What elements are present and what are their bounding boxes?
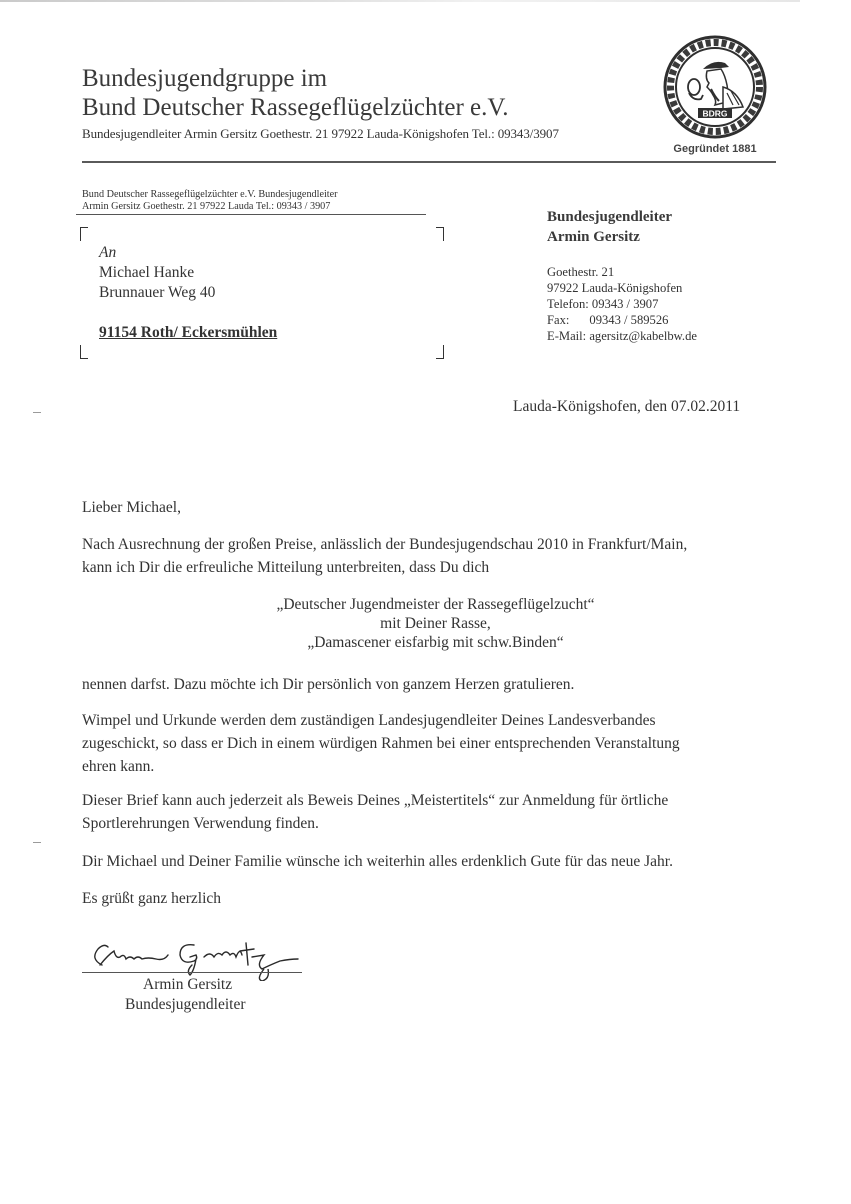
paragraph-3-line-3: ehren kann. <box>82 758 155 775</box>
sender-return-line-1: Bund Deutscher Rassegeflügelzüchter e.V. Bundesjugendleiter <box>82 189 338 200</box>
bdrg-seal-logo <box>663 35 767 139</box>
handwritten-signature <box>84 935 304 981</box>
recipient-name: Michael Hanke <box>99 264 195 281</box>
contact-fax-label: Fax: <box>547 313 570 327</box>
sender-rule <box>76 214 426 215</box>
contact-role: Bundesjugendleiter <box>547 209 673 225</box>
letterhead-title <box>82 64 509 122</box>
fold-mark-bottom <box>33 842 41 843</box>
paragraph-5: Dir Michael und Deiner Familie wünsche ich weiterhin alles erdenklich Gute für das neue Jahr. <box>82 853 673 870</box>
paragraph-4-line-2: Sportlerehrungen Verwendung finden. <box>82 815 319 832</box>
header-divider <box>82 161 776 163</box>
address-window-corner-tl <box>80 227 88 241</box>
contact-fax-number: 09343 / 589526 <box>589 313 669 327</box>
letterhead-title-line2: Bund Deutscher Rassegeflügelzüchter e.V. <box>82 94 509 121</box>
signatory-title: Bundesjugendleiter <box>125 996 246 1013</box>
place-and-date: Lauda-Königshofen, den 07.02.2011 <box>513 398 741 415</box>
address-window-corner-bl <box>80 345 88 359</box>
award-title: „Deutscher Jugendmeister der Rassegeflügelzucht“ <box>276 596 595 613</box>
founded-year: Gegründet 1881 <box>673 143 757 155</box>
recipient-to-label: An <box>99 244 117 261</box>
signatory-name: Armin Gersitz <box>143 976 233 993</box>
letterhead-subline: Bundesjugendleiter Armin Gersitz Goethestr. 21 97922 Lauda-Königshofen Tel.: 09343/3907 <box>82 126 559 141</box>
scan-edge-artifact <box>0 0 800 2</box>
contact-phone: Telefon: 09343 / 3907 <box>547 297 659 311</box>
address-window-corner-br <box>436 345 444 359</box>
paragraph-1-line-2: kann ich Dir die erfreuliche Mitteilung unterbreiten, dass Du dich <box>82 559 490 576</box>
award-breed-intro: mit Deiner Rasse, <box>380 615 491 632</box>
contact-fax <box>547 313 668 328</box>
address-window-corner-tr <box>436 227 444 241</box>
contact-city: 97922 Lauda-Königshofen <box>547 281 683 295</box>
paragraph-1 <box>82 533 687 579</box>
award-title-block <box>0 595 851 652</box>
letterhead-title-line1: Bundesjugendgruppe im <box>82 65 328 92</box>
paragraph-4-line-1: Dieser Brief kann auch jederzeit als Beweis Deines „Meistertitels“ zur Anmeldung für örtliche <box>82 792 669 809</box>
paragraph-3-line-1: Wimpel und Urkunde werden dem zuständigen Landesjugendleiter Deines Landesverbandes <box>82 712 656 729</box>
seal-lettering: BDRG <box>702 108 728 119</box>
contact-email: E-Mail: agersitz@kabelbw.de <box>547 329 697 343</box>
paragraph-4 <box>82 789 668 835</box>
fold-mark-top <box>33 412 41 413</box>
paragraph-3-line-2: zugeschickt, so dass er Dich in einem würdigen Rahmen bei einer entsprechenden Veranstaltung <box>82 735 680 752</box>
paragraph-2: nennen darfst. Dazu möchte ich Dir persönlich von ganzem Herzen gratulieren. <box>82 676 575 693</box>
recipient-street: Brunnauer Weg 40 <box>99 284 216 301</box>
closing: Es grüßt ganz herzlich <box>82 890 222 907</box>
contact-street: Goethestr. 21 <box>547 265 615 279</box>
award-breed: „Damascener eisfarbig mit schw.Binden“ <box>307 634 564 651</box>
contact-name: Armin Gersitz <box>547 229 640 245</box>
paragraph-3 <box>82 709 680 778</box>
recipient-city: 91154 Roth/ Eckersmühlen <box>99 324 278 341</box>
sender-return-line-2: Armin Gersitz Goethestr. 21 97922 Lauda Tel.: 09343 / 3907 <box>82 201 331 212</box>
salutation: Lieber Michael, <box>82 499 181 516</box>
signature-line <box>82 972 302 973</box>
paragraph-1-line-1: Nach Ausrechnung der großen Preise, anlässlich der Bundesjugendschau 2010 in Frankfurt/Main, <box>82 536 688 553</box>
